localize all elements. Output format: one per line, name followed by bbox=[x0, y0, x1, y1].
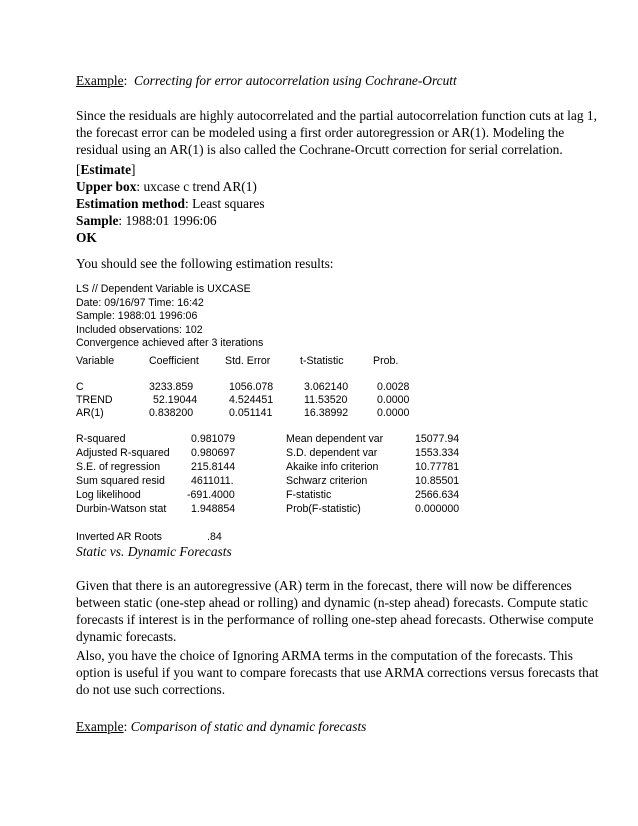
results-intro: You should see the following estimation results: bbox=[76, 256, 334, 271]
output-line: Convergence achieved after 3 iterations bbox=[76, 337, 264, 350]
example-sep: : bbox=[123, 73, 128, 88]
stat-label: Adjusted R-squared bbox=[76, 447, 170, 459]
example-heading-2 bbox=[76, 718, 576, 735]
paragraph-line: option is useful if you want to compare forecasts that use ARMA corrections versus forecasts that bbox=[76, 665, 599, 680]
stat-label: R-squared bbox=[76, 433, 126, 445]
paragraph-line: forecasts if interest is in the performance of rolling one-step ahead forecasts. Otherwise compute bbox=[76, 612, 594, 627]
stat-value: 4611011. bbox=[191, 475, 234, 487]
paragraph-static-dynamic bbox=[76, 577, 594, 645]
upper-box-step bbox=[76, 178, 576, 195]
paragraph-line: do not use such corrections. bbox=[76, 682, 226, 697]
stat-value: 10.85501 bbox=[415, 475, 460, 487]
stat-label: Mean dependent var bbox=[286, 433, 384, 445]
coef-header: Coefficient bbox=[149, 355, 199, 367]
output-line: Included observations: 102 bbox=[76, 323, 203, 336]
upper-box-value: : uxcase c trend AR(1) bbox=[136, 179, 257, 194]
stat-value: 1553.334 bbox=[415, 447, 460, 459]
coef-header: Prob. bbox=[373, 355, 399, 367]
coef-cell: 16.38992 bbox=[304, 407, 349, 419]
coef-cell: 0.0000 bbox=[377, 407, 410, 419]
stat-value: 0.980697 bbox=[191, 447, 236, 459]
output-line: Sample: 1988:01 1996:06 bbox=[76, 310, 198, 323]
paragraph-line: Since the residuals are highly autocorrelated and the partial autocorrelation function cuts at lag 1, bbox=[76, 108, 597, 123]
example-sep: : bbox=[123, 719, 128, 734]
coef-cell: AR(1) bbox=[76, 407, 104, 419]
stat-value: 10.77781 bbox=[415, 461, 460, 473]
example-title: Comparison of static and dynamic forecasts bbox=[130, 719, 367, 734]
sample-label: Sample bbox=[76, 213, 119, 228]
stat-label: Prob(F-statistic) bbox=[286, 503, 361, 515]
coef-cell: 1056.078 bbox=[229, 381, 274, 393]
estimate-step bbox=[76, 161, 576, 178]
section-title-static-dynamic: Static vs. Dynamic Forecasts bbox=[76, 544, 232, 559]
stat-value: 0.000000 bbox=[415, 503, 460, 515]
stat-label: S.E. of regression bbox=[76, 461, 161, 473]
paragraph-arma-terms bbox=[76, 647, 599, 698]
stat-label: Akaike info criterion bbox=[286, 461, 379, 473]
upper-box-label: Upper box bbox=[76, 179, 137, 194]
bracket-close: ] bbox=[131, 162, 136, 177]
example-label: Example bbox=[76, 719, 124, 734]
paragraph-line: residual using an AR(1) is also called the Cochrane-Orcutt correction for serial correlation. bbox=[76, 142, 563, 157]
estimation-steps bbox=[76, 161, 576, 246]
stat-value: 215.8144 bbox=[191, 461, 236, 473]
sample-value: : 1988:01 1996:06 bbox=[118, 213, 217, 228]
stat-label: Schwarz criterion bbox=[286, 475, 368, 487]
example-heading-1 bbox=[76, 72, 576, 89]
stat-value: 0.981079 bbox=[191, 433, 236, 445]
roots-value: .84 bbox=[207, 531, 222, 543]
coef-cell: 3233.859 bbox=[149, 381, 194, 393]
coef-cell: 0.0000 bbox=[377, 394, 410, 406]
paragraph-line: dynamic forecasts. bbox=[76, 629, 177, 644]
coef-cell: 0.0028 bbox=[377, 381, 410, 393]
coef-cell: 0.051141 bbox=[229, 407, 273, 419]
sample-step bbox=[76, 212, 576, 229]
coef-cell: 11.53520 bbox=[304, 394, 348, 406]
estimate-label: Estimate bbox=[80, 162, 132, 177]
estimation-method-step bbox=[76, 195, 576, 212]
paragraph-line: between static (one-step ahead or rolling) and dynamic (n-step ahead) forecasts. Compute static bbox=[76, 595, 589, 610]
paragraph-residuals bbox=[76, 107, 597, 158]
example-label: Example bbox=[76, 73, 124, 88]
paragraph-line: Given that there is an autoregressive (AR) term in the forecast, there will now be differences bbox=[76, 578, 572, 593]
coef-header: t-Statistic bbox=[300, 355, 344, 367]
coef-cell: 52.19044 bbox=[153, 394, 198, 406]
stat-label: Log likelihood bbox=[76, 489, 141, 501]
roots-label: Inverted AR Roots bbox=[76, 531, 162, 543]
stat-label: Sum squared resid bbox=[76, 475, 165, 487]
coef-header: Std. Error bbox=[225, 355, 271, 367]
ok-step: OK bbox=[76, 230, 97, 245]
output-line: LS // Dependent Variable is UXCASE bbox=[76, 283, 251, 295]
coef-cell: 4.524451 bbox=[229, 394, 274, 406]
stat-value: 15077.94 bbox=[415, 433, 460, 445]
paragraph-line: Also, you have the choice of Ignoring ARMA terms in the computation of the forecasts. This bbox=[76, 648, 573, 663]
coef-cell: 3.062140 bbox=[304, 381, 349, 393]
bracket-open: [ bbox=[76, 162, 81, 177]
coef-cell: TREND bbox=[76, 394, 113, 406]
output-line: Date: 09/16/97 Time: 16:42 bbox=[76, 296, 204, 309]
example-title: Correcting for error autocorrelation using Cochrane-Orcutt bbox=[134, 73, 457, 88]
stat-value: 2566.634 bbox=[415, 489, 460, 501]
stat-value: 1.948854 bbox=[191, 503, 236, 515]
estimation-method-value: : Least squares bbox=[185, 196, 265, 211]
estimation-output-header bbox=[76, 283, 576, 351]
estimation-method-label: Estimation method bbox=[76, 196, 185, 211]
paragraph-line: the forecast error can be modeled using a first order autoregression or AR(1). Modeling the bbox=[76, 125, 565, 140]
stat-value: -691.4000 bbox=[187, 489, 235, 501]
stat-label: S.D. dependent var bbox=[286, 447, 378, 459]
stat-label: F-statistic bbox=[286, 489, 332, 501]
coef-header: Variable bbox=[76, 355, 115, 367]
stat-label: Durbin-Watson stat bbox=[76, 503, 167, 515]
coef-cell: C bbox=[76, 381, 84, 393]
coef-cell: 0.838200 bbox=[149, 407, 194, 419]
